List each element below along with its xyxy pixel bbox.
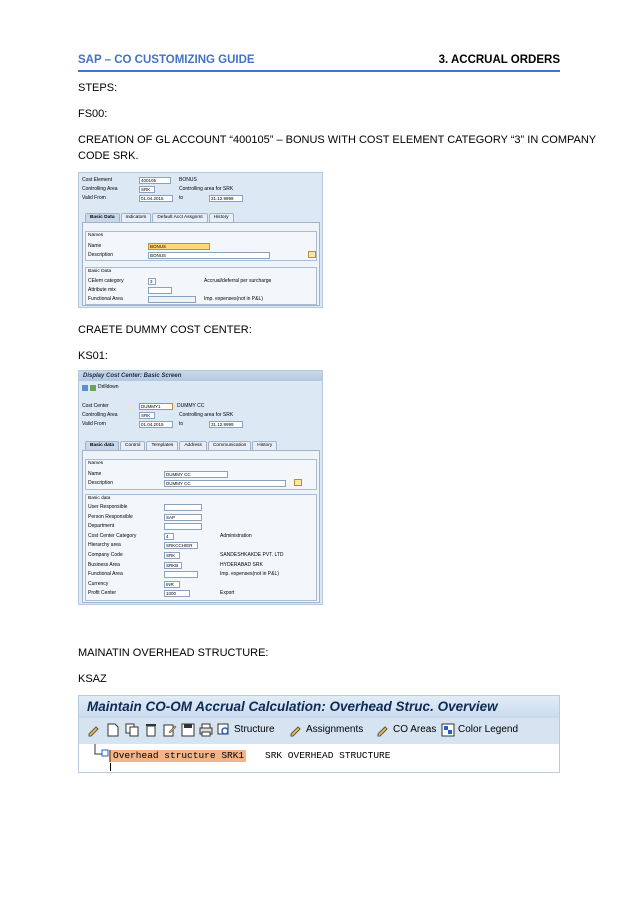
names-group [85, 231, 317, 261]
ks01-row-desc: HYDERABAD SRK [220, 561, 263, 568]
tab-history[interactable]: History [209, 213, 234, 222]
ks01-row-field[interactable]: SRKCCHIER [164, 542, 198, 549]
fs00-screenshot [78, 172, 323, 308]
print-icon[interactable] [199, 722, 213, 738]
text-cursor [110, 763, 111, 771]
tab-basic-data[interactable]: Basic Data [85, 213, 120, 222]
ks01-controlling-area-field[interactable]: SRK [139, 412, 155, 419]
ks01-row-label: Currency [88, 580, 109, 587]
ks01-row-desc: SANDESHKAKDE PVT. LTD [220, 552, 284, 558]
new-document-icon[interactable] [107, 722, 119, 738]
ks01-row-label: Functional Area [88, 571, 123, 578]
ks01-row-field[interactable]: 1000 [164, 590, 190, 597]
creation-text-line1: CREATION OF GL ACCOUNT “400105” – BONUS WITH COST ELEMENT CATEGORY “3” IN COMPANY [78, 134, 597, 146]
ks01-tabs [85, 441, 278, 450]
name-label: Name [88, 243, 102, 249]
tab-communication[interactable]: Communication [208, 441, 251, 450]
cost-center-desc: DUMMY CC [177, 403, 205, 409]
assignments-pencil-icon [289, 723, 303, 737]
ks01-tab-panel [82, 450, 320, 603]
ksaz-screenshot [78, 695, 560, 773]
cost-element-label: Cost Element [82, 177, 113, 183]
structure-icon [217, 723, 231, 737]
names-group-title: Names [88, 233, 104, 238]
ks01-row-desc: Imp. expenses(not in P&L) [220, 571, 279, 578]
ks01-row-desc: Administration [220, 532, 252, 539]
tab-ks01-history[interactable]: History [252, 441, 277, 450]
ks01-row-label: Company Code [88, 552, 123, 558]
tab-address[interactable]: Address [179, 441, 207, 450]
basic-data-group [85, 267, 317, 305]
tab-default-acct-assgnmt[interactable]: Default Acct Assgnmt [152, 213, 207, 222]
assignments-label: Assignments [306, 724, 364, 735]
valid-from-field[interactable]: 01.04.2015 [139, 195, 173, 202]
ks01-row-field[interactable] [164, 571, 198, 578]
valid-to-field[interactable]: 31.12.9999 [209, 195, 243, 202]
ks01-row-field[interactable] [164, 523, 202, 530]
edit-pencil-icon[interactable] [87, 722, 101, 738]
functional-area-field[interactable] [148, 296, 196, 303]
co-areas-icon [376, 723, 390, 737]
ks01-name-field[interactable]: DUMMY CC [164, 471, 228, 478]
ks01-names-group [85, 459, 317, 490]
ksaz-title: Maintain CO-OM Accrual Calculation: Overhead Struc. Overview [79, 696, 559, 718]
ks01-screenshot [78, 370, 323, 605]
attribute-mix-label: Attribute mix [88, 287, 116, 293]
ksaz-heading: KSAZ [78, 673, 107, 685]
fs00-tabs [85, 213, 235, 222]
ks01-row-label: Department [88, 523, 115, 530]
celem-category-desc: Accrual/deferral per surcharge [204, 278, 272, 284]
ks01-basic-data-group [85, 494, 317, 601]
controlling-area-field[interactable]: SRK [139, 186, 155, 193]
ks01-row-field[interactable] [164, 504, 202, 511]
ks01-controlling-area-desc: Controlling area for SRK [179, 412, 234, 418]
cost-element-desc: BONUS [179, 177, 197, 183]
description-field[interactable]: BONUS [148, 252, 270, 259]
description-label: Description [88, 252, 114, 258]
ks01-long-text-icon[interactable] [294, 479, 302, 486]
ksaz-toolbar [79, 720, 559, 740]
valid-to-label: to [179, 195, 184, 201]
ks01-row-label: User Responsible [88, 504, 128, 510]
overhead-structure-tree [79, 744, 559, 773]
celem-category-field[interactable]: 3 [148, 278, 156, 285]
ks01-valid-from-label: Valid From [82, 421, 106, 427]
co-areas-label: CO Areas [393, 724, 437, 735]
header-section-title: 3. ACCRUAL ORDERS [438, 54, 560, 66]
ks01-heading: KS01: [78, 350, 108, 362]
delete-icon[interactable] [145, 722, 157, 738]
name-field[interactable]: BONUS [148, 243, 210, 250]
ks01-row-label: Business Area [88, 561, 120, 568]
ks01-name-label: Name [88, 471, 102, 477]
ks01-basic-data-group-title: Basic data [88, 496, 111, 501]
tab-control[interactable]: Control [120, 441, 145, 450]
color-legend-label: Color Legend [458, 724, 519, 735]
tab-templates[interactable]: Templates [146, 441, 178, 450]
cost-center-label: Cost Center [82, 403, 109, 409]
ks01-row-field[interactable]: SRK [164, 552, 180, 559]
ks01-description-field[interactable]: DUMMY CC [164, 480, 286, 487]
fs00-tab-panel [82, 222, 320, 306]
co-areas-button[interactable] [376, 722, 436, 738]
craete-heading: CRAETE DUMMY COST CENTER: [78, 324, 252, 336]
mainatin-heading: MAINATIN OVERHEAD STRUCTURE: [78, 647, 269, 659]
ks01-description-label: Description [88, 480, 114, 486]
ks01-valid-to-label: to [179, 421, 184, 427]
creation-text-line2: CODE SRK. [78, 150, 139, 162]
structure-button[interactable] [217, 722, 275, 738]
drilldown-label: Drilldown [98, 384, 119, 390]
drilldown-icon [90, 385, 96, 391]
color-legend-button[interactable] [441, 722, 518, 738]
cost-element-field[interactable]: 400105 [139, 177, 171, 184]
ks01-title: Display Cost Center: Basic Screen [79, 371, 322, 381]
header-guide-title: SAP – CO CUSTOMIZING GUIDE [78, 54, 255, 66]
drilldown-button[interactable] [82, 384, 119, 391]
ks01-row-field[interactable]: SRKB [164, 562, 182, 569]
controlling-area-desc: Controlling area for SRK [179, 186, 234, 192]
functional-area-desc: Imp. expenses(not in P&L) [204, 296, 263, 302]
assignments-button[interactable] [289, 722, 363, 738]
fs00-heading: FS00: [78, 108, 108, 120]
ks01-valid-to-field[interactable]: 31.12.9999 [209, 421, 243, 428]
copy-icon[interactable] [125, 722, 139, 738]
ks01-row-label: Person Responsible [88, 513, 133, 520]
functional-area-label: Functional Area [88, 296, 123, 302]
ks01-row-desc: Export [220, 590, 235, 597]
tab-ks01-basic-data[interactable]: Basic data [85, 441, 119, 450]
ks01-row-label: Profit Center [88, 590, 117, 597]
valid-from-label: Valid From [82, 195, 106, 201]
basic-data-group-title: Basic Data [88, 269, 112, 274]
ks01-row-field[interactable]: 4 [164, 533, 174, 540]
ks01-names-group-title: Names [88, 461, 104, 466]
tree-item-desc: SRK OVERHEAD STRUCTURE [265, 750, 391, 761]
ks01-row-label: Hierarchy area [88, 542, 121, 549]
steps-heading: STEPS: [78, 82, 118, 94]
celem-category-label: CElem category [88, 278, 124, 284]
attribute-mix-field[interactable] [148, 287, 172, 294]
ks01-controlling-area-label: Controlling Area [82, 412, 118, 418]
ks01-row-label: Cost Center Category [88, 532, 137, 539]
edit-note-icon[interactable] [163, 722, 177, 738]
color-legend-icon [441, 723, 455, 737]
ks01-valid-from-field[interactable]: 01.04.2015 [139, 421, 173, 428]
cost-center-field[interactable]: DUMMY1 [139, 403, 173, 410]
page-header [78, 52, 560, 72]
structure-label: Structure [234, 724, 275, 735]
tab-indicators[interactable]: Indicators [121, 213, 152, 222]
save-icon[interactable] [181, 722, 195, 738]
controlling-area-label: Controlling Area [82, 186, 118, 192]
tree-connector-icon [93, 744, 109, 762]
display-icon [82, 385, 88, 391]
ks01-row-field[interactable]: INR [164, 581, 180, 588]
tree-item-srk1[interactable]: Overhead structure SRK1 [109, 750, 246, 762]
ks01-row-field[interactable]: SAP [164, 514, 202, 521]
long-text-icon[interactable] [308, 251, 316, 258]
